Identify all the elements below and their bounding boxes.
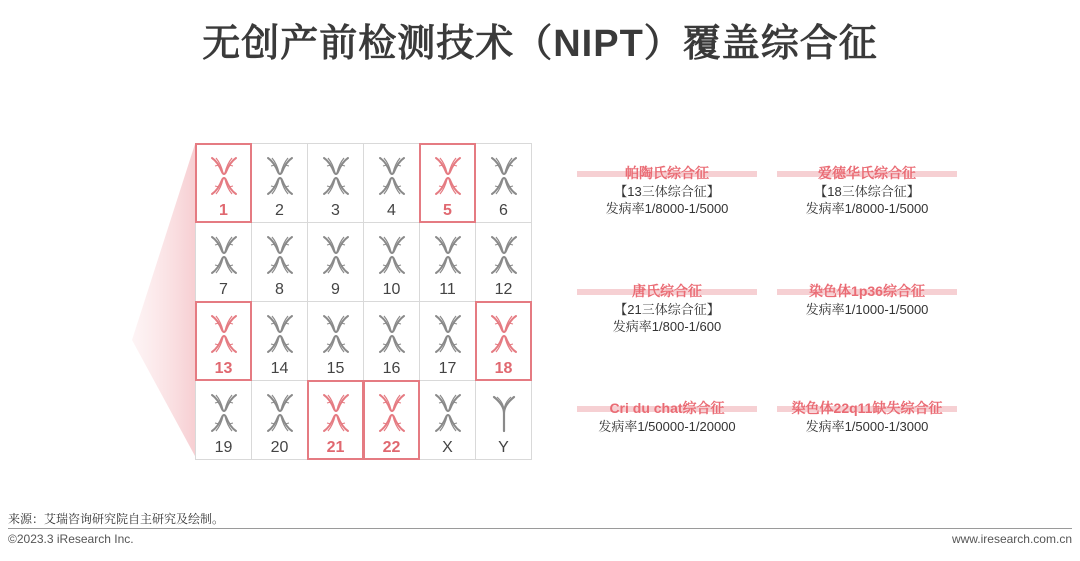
- karyotype-grid: [195, 143, 532, 460]
- chromosome-icon: [484, 391, 524, 435]
- chromosome-number: 1: [219, 202, 228, 219]
- syndrome-detail: 发病率1/8000-1/5000: [805, 201, 929, 216]
- chromosome-number: 6: [499, 202, 508, 219]
- syndrome-item: [577, 281, 757, 335]
- website-link[interactable]: www.iresearch.com.cn: [951, 532, 1072, 546]
- chromosome-cell: [476, 381, 532, 460]
- source-note: 来源：艾瑞咨询研究院自主研究及绘制。: [8, 512, 225, 526]
- chromosome-icon: [484, 154, 524, 198]
- chromosome-icon: [316, 154, 356, 198]
- chromosome-cell: [252, 381, 308, 460]
- chromosome-icon: [428, 154, 468, 198]
- highlight-wedge: [128, 140, 198, 460]
- chromosome-icon: [372, 391, 412, 435]
- chromosome-number: 3: [331, 202, 340, 219]
- chromosome-number: 17: [438, 360, 457, 377]
- chromosome-number: 18: [494, 360, 513, 377]
- chromosome-number: 22: [382, 439, 401, 456]
- chromosome-cell: [364, 302, 420, 381]
- chromosome-number: 4: [387, 202, 396, 219]
- syndrome-detail: 发病率1/50000-1/20000: [598, 419, 736, 434]
- chromosome-cell: [420, 302, 476, 381]
- chromosome-icon: [204, 154, 244, 198]
- chromosome-icon: [204, 391, 244, 435]
- chromosome-icon: [316, 312, 356, 356]
- chromosome-icon: [204, 312, 244, 356]
- chromosome-icon: [484, 312, 524, 356]
- chromosome-cell: [196, 302, 252, 381]
- syndrome-item: [577, 398, 757, 435]
- chromosome-icon: [484, 233, 524, 277]
- chromosome-cell: [364, 144, 420, 223]
- syndrome-name: 帕陶氏综合征: [625, 165, 709, 181]
- chromosome-number: X: [442, 439, 453, 456]
- chromosome-number: 7: [219, 281, 228, 298]
- syndrome-detail: 【18三体综合征】: [814, 184, 920, 199]
- chromosome-number: 14: [270, 360, 289, 377]
- syndrome-detail: 【13三体综合征】: [614, 184, 720, 199]
- chromosome-cell: [308, 144, 364, 223]
- syndrome-detail: 【21三体综合征】: [614, 302, 720, 317]
- chromosome-cell: [364, 381, 420, 460]
- chromosome-icon: [428, 391, 468, 435]
- chromosome-number: 10: [382, 281, 401, 298]
- chromosome-icon: [204, 233, 244, 277]
- chromosome-cell: [476, 144, 532, 223]
- syndrome-item: [777, 163, 957, 217]
- chromosome-number: 13: [214, 360, 233, 377]
- chromosome-cell: [420, 144, 476, 223]
- chromosome-number: 16: [382, 360, 401, 377]
- syndrome-detail: 发病率1/1000-1/5000: [805, 302, 929, 317]
- chromosome-icon: [428, 312, 468, 356]
- chromosome-cell: [252, 144, 308, 223]
- chromosome-cell: [420, 381, 476, 460]
- syndrome-item: [577, 163, 757, 217]
- chromosome-icon: [316, 233, 356, 277]
- syndrome-name: 爱德华氏综合征: [818, 165, 916, 181]
- chromosome-icon: [372, 312, 412, 356]
- page-title: 无创产前检测技术（NIPT）覆盖综合征: [202, 23, 878, 65]
- chromosome-cell: [308, 381, 364, 460]
- syndrome-name: 唐氏综合征: [632, 283, 702, 299]
- syndrome-detail: 发病率1/8000-1/5000: [605, 201, 729, 216]
- syndrome-name: 染色体1p36综合征: [809, 283, 925, 299]
- chromosome-cell: [364, 223, 420, 302]
- footer-divider: [8, 528, 1072, 529]
- chromosome-cell: [196, 144, 252, 223]
- chromosome-number: 20: [270, 439, 289, 456]
- chromosome-icon: [428, 233, 468, 277]
- chromosome-number: 9: [331, 281, 340, 298]
- chromosome-cell: [252, 223, 308, 302]
- chromosome-cell: [252, 302, 308, 381]
- chromosome-cell: [308, 223, 364, 302]
- chromosome-icon: [260, 391, 300, 435]
- syndrome-detail: 发病率1/5000-1/3000: [805, 419, 929, 434]
- chromosome-icon: [372, 233, 412, 277]
- chromosome-number: 15: [326, 360, 345, 377]
- chromosome-number: 8: [275, 281, 284, 298]
- chromosome-cell: [476, 302, 532, 381]
- chromosome-number: 21: [326, 439, 345, 456]
- chromosome-number: Y: [498, 439, 509, 456]
- syndrome-item: [777, 398, 957, 435]
- chromosome-number: 2: [275, 202, 284, 219]
- chromosome-cell: [308, 302, 364, 381]
- chromosome-icon: [260, 312, 300, 356]
- chromosome-cell: [196, 381, 252, 460]
- syndrome-detail: 发病率1/800-1/600: [612, 319, 722, 334]
- chromosome-number: 19: [214, 439, 233, 456]
- chromosome-number: 12: [494, 281, 513, 298]
- chromosome-cell: [420, 223, 476, 302]
- syndrome-item: [777, 281, 957, 318]
- chromosome-icon: [372, 154, 412, 198]
- chromosome-cell: [196, 223, 252, 302]
- chromosome-cell: [476, 223, 532, 302]
- chromosome-icon: [260, 154, 300, 198]
- chromosome-number: 5: [443, 202, 452, 219]
- syndrome-name: Cri du chat综合征: [609, 400, 725, 416]
- chromosome-icon: [260, 233, 300, 277]
- copyright: ©2023.3 iResearch Inc.: [8, 532, 134, 546]
- chromosome-icon: [316, 391, 356, 435]
- chromosome-number: 11: [439, 281, 456, 298]
- syndrome-name: 染色体22q11缺失综合征: [791, 400, 943, 416]
